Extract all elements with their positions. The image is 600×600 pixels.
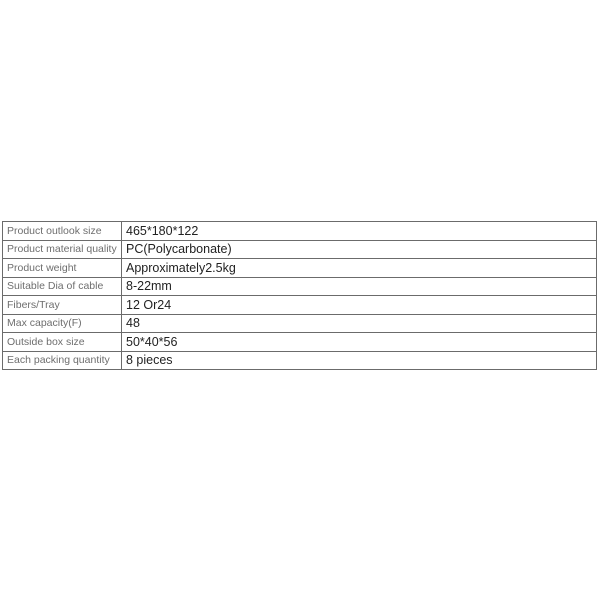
spec-value: Approximately2.5kg	[122, 259, 597, 278]
spec-label: Product outlook size	[3, 222, 122, 241]
table-row	[3, 240, 597, 259]
spec-label: Product material quality	[3, 240, 122, 259]
table-row	[3, 296, 597, 315]
spec-value: 465*180*122	[122, 222, 597, 241]
spec-label: Outside box size	[3, 333, 122, 352]
table-row	[3, 259, 597, 278]
spec-label: Each packing quantity	[3, 351, 122, 370]
spec-label: Suitable Dia of cable	[3, 277, 122, 296]
spec-label: Fibers/Tray	[3, 296, 122, 315]
table-row	[3, 277, 597, 296]
spec-value: 8 pieces	[122, 351, 597, 370]
spec-value: PC(Polycarbonate)	[122, 240, 597, 259]
spec-value: 48	[122, 314, 597, 333]
spec-value: 8-22mm	[122, 277, 597, 296]
spec-label: Max capacity(F)	[3, 314, 122, 333]
spec-value: 50*40*56	[122, 333, 597, 352]
table-row	[3, 222, 597, 241]
spec-value: 12 Or24	[122, 296, 597, 315]
table-row	[3, 314, 597, 333]
spec-label: Product weight	[3, 259, 122, 278]
table-row	[3, 333, 597, 352]
product-spec-table	[2, 221, 597, 370]
table-row	[3, 351, 597, 370]
